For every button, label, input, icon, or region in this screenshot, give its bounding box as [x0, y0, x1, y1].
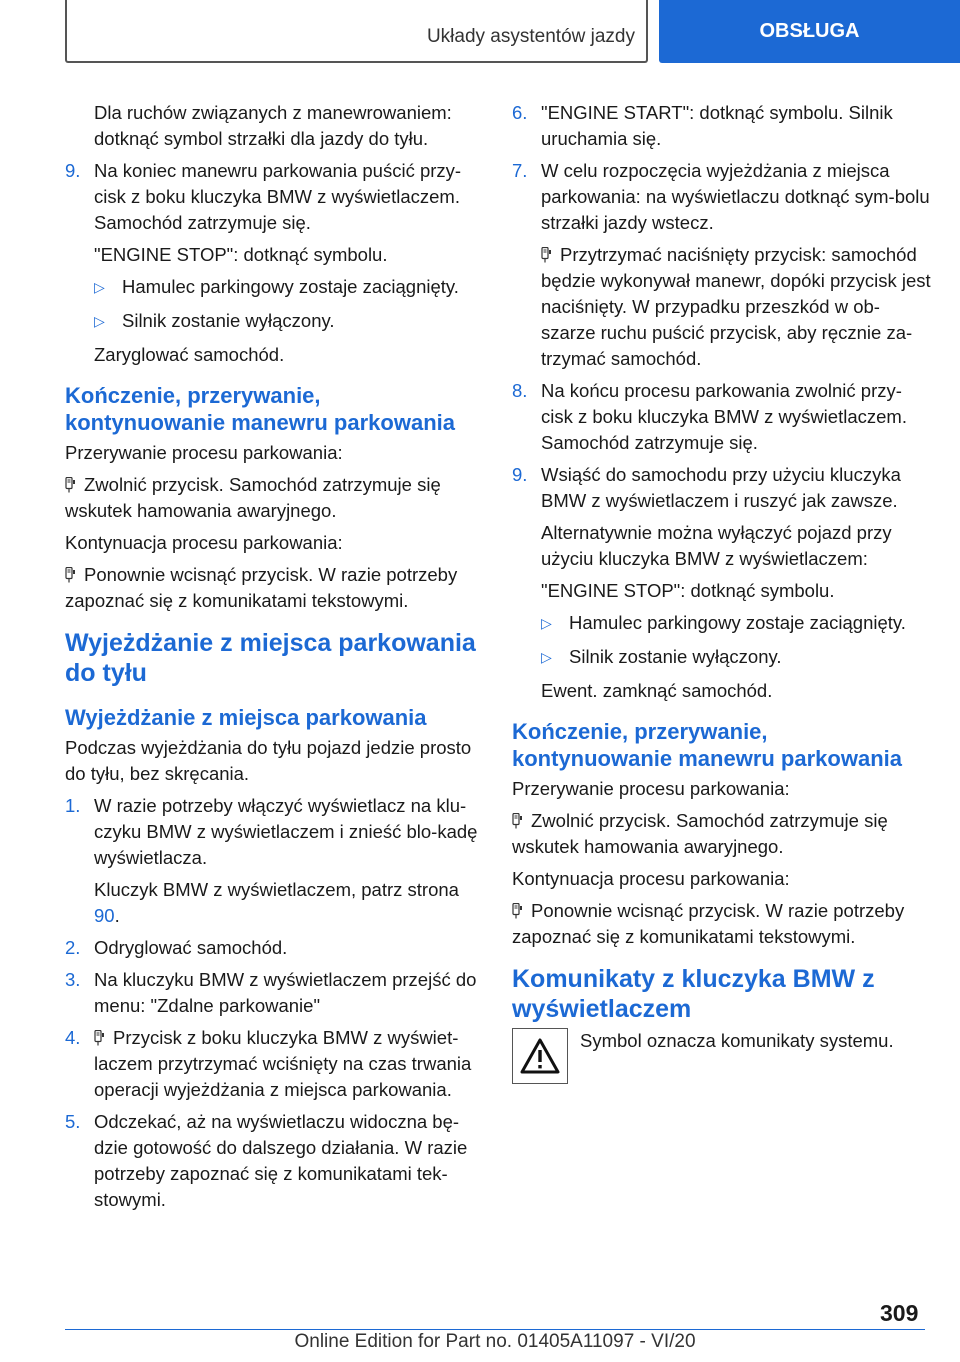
interrupt-text-content: Zwolnić przycisk. Samochód zatrzymuje się wskutek hamowania awaryjnego. [65, 474, 441, 521]
note-text: Przytrzymać naciśnięty przycisk: samochód będzie wykonywał manewr, dopóki przycisk jest naciśnięty. W przypadku przeszkód w ob-szarze ruchu puścić przycisk, aby ręcznie za-trzymać samochód. [541, 244, 931, 369]
bullet-item [65, 274, 480, 300]
triangle-right-icon: ▷ [541, 615, 552, 631]
step-text: W razie potrzeby włączyć wyświetlacz na klu-czyku BMW z wyświetlaczem i znieść blo-kadę wyświetlacza. [94, 795, 478, 868]
chapter-title: Układy asystentów jazdy [426, 26, 635, 47]
lock-text: Zaryglować samochód. [94, 344, 285, 365]
alternative-text: Alternatywnie można wyłączyć pojazd przy użyciu kluczyka BMW z wyświetlaczem: [541, 522, 892, 569]
triangle-right-icon: ▷ [541, 649, 552, 665]
step-9 [65, 158, 480, 236]
bullet-item [65, 308, 480, 334]
continue-text-content: Ponownie wcisnąć przycisk. W razie potrzeby zapoznać się z komunikatami tekstowymi. [65, 564, 458, 611]
bullet-text: Hamulec parkingowy zostaje zaciągnięty. [569, 612, 906, 633]
section-heading-end-exit: Kończenie, przerywanie, kontynuowanie manewru parkowania [512, 719, 902, 771]
bullet-text: Hamulec parkingowy zostaje zaciągnięty. [122, 276, 459, 297]
subheading-exit: Wyjeżdżanie z miejsca parkowania [65, 705, 427, 730]
display-key-icon [65, 567, 76, 583]
footer-edition [65, 1331, 925, 1353]
continue-text-content: Ponownie wcisnąć przycisk. W razie potrzeby zapoznać się z komunikatami tekstowymi. [512, 900, 905, 947]
right-column [512, 100, 932, 1084]
step-text: Odryglować samochód. [94, 937, 288, 958]
interrupt-label: Przerywanie procesu parkowania: [512, 778, 790, 799]
section-heading-exit: Wyjeżdżanie z miejsca parkowania do tyłu [65, 629, 476, 687]
step-6 [512, 100, 932, 152]
warning-triangle-svg [520, 1038, 560, 1074]
page-link[interactable]: 90 [94, 905, 115, 926]
step-text: Na kluczyku BMW z wyświetlaczem przejść do menu: "Zdalne parkowanie" [94, 969, 477, 1016]
step-text: Odczekać, aż na wyświetlaczu widoczna bę-dzie gotowość do dalszego działania. W razie potrzeby zapoznać się z komunikatami tek-stowymi. [94, 1111, 468, 1210]
interrupt-text [65, 472, 480, 524]
display-key-icon [512, 903, 523, 919]
paragraph-continued: Dla ruchów związanych z manewrowaniem: dotknąć symbol strzałki dla jazdy do tyłu. [94, 102, 452, 149]
warning-triangle-icon [512, 1028, 568, 1084]
engine-stop-text: "ENGINE STOP": dotknąć symbolu. [94, 244, 388, 265]
step-4 [65, 1025, 480, 1103]
section-tab: OBSŁUGA [659, 0, 960, 63]
display-key-icon [541, 247, 552, 263]
step-text: W celu rozpoczęcia wyjeżdżania z miejsca parkowania: na wyświetlaczu dotknąć sym-bolu strzałki jazdy wstecz. [541, 160, 930, 233]
step-number: 7. [512, 160, 528, 181]
step-number: 1. [65, 795, 81, 816]
page-number: 309 [880, 1300, 919, 1326]
step-number: 2. [65, 937, 81, 958]
step-number: 4. [65, 1027, 81, 1048]
continue-label: Kontynuacja procesu parkowania: [65, 532, 343, 553]
footer-divider [65, 1329, 925, 1330]
reference-period: . [114, 905, 120, 926]
triangle-right-icon: ▷ [94, 279, 105, 295]
bullet-text: Silnik zostanie wyłączony. [569, 646, 782, 667]
step-number: 6. [512, 102, 528, 123]
step-number: 3. [65, 969, 81, 990]
continue-text [512, 898, 932, 950]
engine-stop-text: "ENGINE STOP": dotknąć symbolu. [541, 580, 835, 601]
step-text: Na końcu procesu parkowania zwolnić przy-cisk z boku kluczyka BMW z wyświetlaczem. Samochód zatrzymuje się. [541, 380, 907, 453]
step-text: Na koniec manewru parkowania puścić przy-cisk z boku kluczyka BMW z wyświetlaczem. Samochód zatrzymuje się. [94, 160, 462, 233]
warning-symbol-row [512, 1028, 932, 1084]
interrupt-text-content: Zwolnić przycisk. Samochód zatrzymuje się wskutek hamowania awaryjnego. [512, 810, 888, 857]
step-1 [65, 793, 480, 871]
step-text: Wsiąść do samochodu przy użyciu kluczyka BMW z wyświetlaczem i ruszyć jak zawsze. [541, 464, 901, 511]
interrupt-label: Przerywanie procesu parkowania: [65, 442, 343, 463]
interrupt-text [512, 808, 932, 860]
section-heading-end-parking: Kończenie, przerywanie, kontynuowanie manewru parkowania [65, 383, 455, 435]
section-heading-messages: Komunikaty z kluczyka BMW z wyświetlaczem [512, 965, 875, 1023]
step-text [94, 1025, 480, 1103]
continue-text [65, 562, 480, 614]
bullet-text: Silnik zostanie wyłączony. [122, 310, 335, 331]
display-key-icon [65, 477, 76, 493]
step-number: 9. [512, 464, 528, 485]
lock-text: Ewent. zamknąć samochód. [541, 680, 773, 701]
step-3 [65, 967, 480, 1019]
cross-reference [65, 877, 480, 929]
step-2 [65, 935, 480, 961]
continue-label: Kontynuacja procesu parkowania: [512, 868, 790, 889]
step-number: 8. [512, 380, 528, 401]
left-column [65, 100, 480, 1219]
edition-text: Online Edition for Part no. 01405A11097 - VI/20 [294, 1331, 696, 1352]
display-key-icon [512, 813, 523, 829]
step-number: 9. [65, 160, 81, 181]
step-text-content: Przycisk z boku kluczyka BMW z wyświet-laczem przytrzymać wciśnięty na czas trwania operacji wyjeżdżania z miejsca parkowania. [94, 1027, 472, 1100]
bullet-item [512, 644, 932, 670]
step-5 [65, 1109, 480, 1213]
bullet-item [512, 610, 932, 636]
exit-intro: Podczas wyjeżdżania do tyłu pojazd jedzie prosto do tyłu, bez skręcania. [65, 737, 472, 784]
step-7-note [512, 242, 932, 372]
step-number: 5. [65, 1111, 81, 1132]
step-text: "ENGINE START": dotknąć symbolu. Silnik uruchamia się. [541, 102, 893, 149]
triangle-right-icon: ▷ [94, 313, 105, 329]
reference-text: Kluczyk BMW z wyświetlaczem, patrz strona [94, 879, 459, 900]
step-9 [512, 462, 932, 514]
symbol-description: Symbol oznacza komunikaty systemu. [580, 1030, 894, 1051]
step-7 [512, 158, 932, 236]
step-8 [512, 378, 932, 456]
display-key-icon [94, 1030, 105, 1046]
